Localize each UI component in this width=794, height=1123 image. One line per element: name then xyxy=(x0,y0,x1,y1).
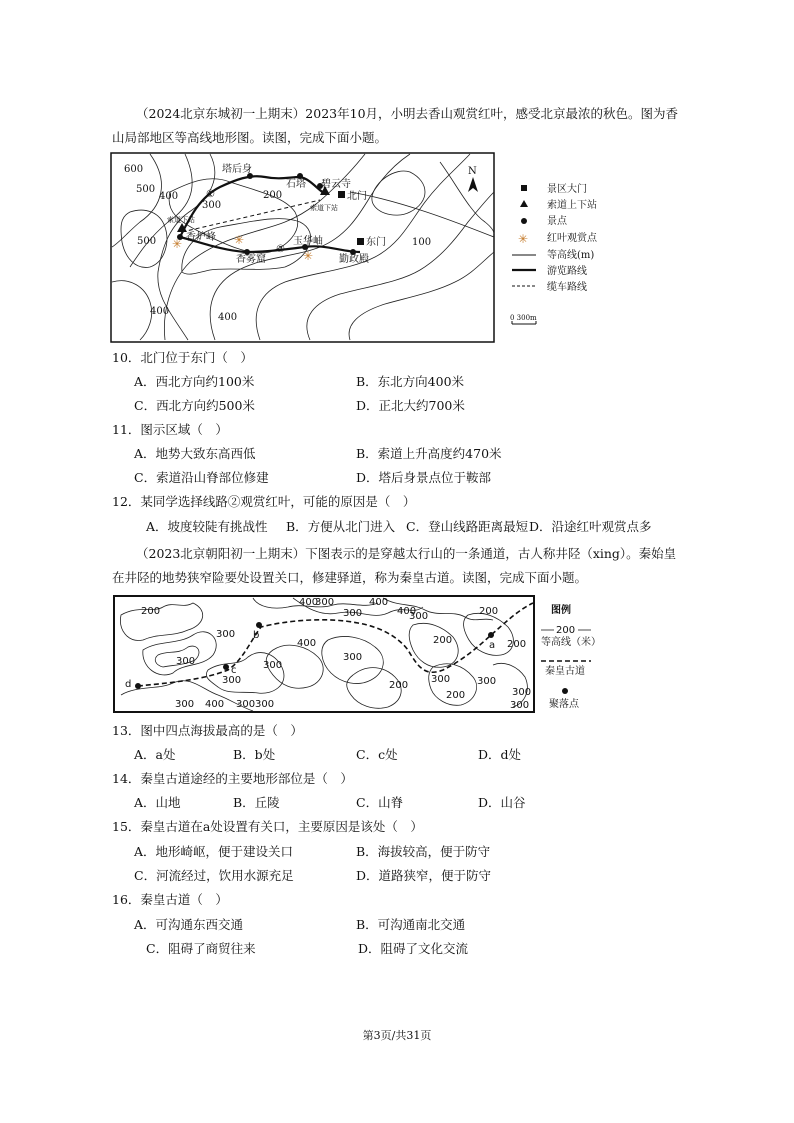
q14-option-c: C．山脊 xyxy=(356,795,404,810)
svg-text:②: ② xyxy=(276,244,285,255)
svg-text:300: 300 xyxy=(409,611,429,622)
q12-option-c: C．登山线路距离最短 xyxy=(406,519,529,534)
svg-text:200: 200 xyxy=(556,625,576,636)
svg-text:景区大门: 景区大门 xyxy=(547,184,587,195)
svg-text:景点: 景点 xyxy=(547,216,567,227)
svg-text:300: 300 xyxy=(175,699,195,710)
svg-text:N: N xyxy=(468,166,477,177)
map1-legend xyxy=(510,182,598,324)
svg-text:b: b xyxy=(253,630,260,641)
q16-option-a: A．可沟通东西交通 xyxy=(134,917,244,932)
svg-text:400: 400 xyxy=(150,306,170,317)
east-gate-symbol xyxy=(357,238,364,245)
svg-text:300: 300 xyxy=(222,675,242,686)
q11-option-b: B．索道上升高度约470米 xyxy=(356,446,502,461)
svg-text:400: 400 xyxy=(397,606,417,617)
q16-option-d: D．阻碍了文化交流 xyxy=(358,941,469,956)
svg-text:勤政殿: 勤政殿 xyxy=(339,254,369,265)
svg-text:400: 400 xyxy=(218,312,238,323)
svg-text:500: 500 xyxy=(137,236,157,247)
svg-text:300: 300 xyxy=(510,700,530,711)
svg-text:200: 200 xyxy=(389,680,409,691)
svg-text:索道上下站: 索道上下站 xyxy=(547,200,597,211)
svg-text:200: 200 xyxy=(263,190,283,201)
question-12-stem: 12．某同学选择线路②观赏红叶，可能的原因是（ ） xyxy=(112,494,416,509)
question-10-stem: 10．北门位于东门（ ） xyxy=(112,350,253,365)
page-footer: 第3页/共31页 xyxy=(362,1029,432,1042)
svg-text:300: 300 xyxy=(477,676,497,687)
svg-text:北门: 北门 xyxy=(347,191,367,202)
svg-text:缆车路线: 缆车路线 xyxy=(547,282,587,293)
svg-text:a: a xyxy=(489,640,496,651)
svg-text:400: 400 xyxy=(299,597,319,608)
svg-text:索道下站: 索道下站 xyxy=(310,204,338,212)
svg-text:600: 600 xyxy=(124,164,144,175)
svg-text:200: 200 xyxy=(141,606,161,617)
q15-option-d: D．道路狭窄，便于防守 xyxy=(356,868,492,883)
svg-text:200: 200 xyxy=(446,690,466,701)
svg-text:秦皇古道: 秦皇古道 xyxy=(545,666,585,677)
svg-text:香炉峰: 香炉峰 xyxy=(186,232,216,243)
svg-text:等高线(m): 等高线(m) xyxy=(547,250,595,261)
svg-text:✳: ✳ xyxy=(518,232,529,246)
svg-text:索道下站: 索道下站 xyxy=(167,216,195,224)
svg-text:200: 200 xyxy=(433,635,453,646)
svg-text:✳: ✳ xyxy=(303,249,314,263)
xiangshan-contour-map xyxy=(110,152,600,344)
map2-legend xyxy=(541,603,601,710)
question-14-stem: 14．秦皇古道途经的主要地形部位是（ ） xyxy=(112,771,353,786)
svg-text:东门: 东门 xyxy=(366,237,386,248)
svg-text:300: 300 xyxy=(343,652,363,663)
q16-option-c: C．阻碍了商贸往来 xyxy=(146,941,256,956)
q11-option-a: A．地势大致东高西低 xyxy=(134,446,256,461)
q15-option-a: A．地形崎岖，便于建设关口 xyxy=(134,844,294,859)
q12-option-b: B．方便从北门进入 xyxy=(286,519,396,534)
qinhuang-road-map xyxy=(113,595,601,715)
q13-option-a: A．a处 xyxy=(134,747,176,762)
q15-option-c: C．河流经过，饮用水源充足 xyxy=(134,868,294,883)
point-c xyxy=(223,664,229,670)
svg-text:100: 100 xyxy=(412,237,432,248)
q15-option-b: B．海拔较高，便于防守 xyxy=(356,844,491,859)
svg-text:300: 300 xyxy=(202,200,222,211)
q16-option-b: B．可沟通南北交通 xyxy=(356,917,466,932)
svg-text:300: 300 xyxy=(236,699,256,710)
point-b xyxy=(256,622,262,628)
svg-text:等高线（米）: 等高线（米） xyxy=(541,637,601,648)
svg-text:①: ① xyxy=(206,189,215,200)
svg-text:300: 300 xyxy=(255,699,275,710)
q12-option-d: D．沿途红叶观赏点多 xyxy=(529,519,652,534)
svg-text:400: 400 xyxy=(205,699,225,710)
question-11-stem: 11．图示区域（ ） xyxy=(112,422,228,437)
svg-text:香雾窟: 香雾窟 xyxy=(236,254,266,265)
svg-text:玉华岫: 玉华岫 xyxy=(293,236,323,247)
q10-option-d: D．正北大约700米 xyxy=(356,398,465,413)
point-a xyxy=(488,632,494,638)
svg-text:500: 500 xyxy=(136,184,156,195)
q11-option-c: C．索道沿山脊部位修建 xyxy=(134,470,269,485)
svg-text:石塔: 石塔 xyxy=(286,179,306,190)
svg-text:300: 300 xyxy=(263,660,283,671)
q10-option-b: B．东北方向400米 xyxy=(356,374,465,389)
intro-paragraph-2 xyxy=(112,542,687,590)
intro-text-2: （2023北京朝阳初一上期末）下图表示的是穿越太行山的一条通道，古人称井陉（xing）。秦始皇在井陉的地势狭窄险要处设置关口，修建驿道，称为秦皇古道。读图，完成下面小题。 xyxy=(112,546,677,585)
svg-text:图例: 图例 xyxy=(551,605,571,616)
q10-option-a: A．西北方向约100米 xyxy=(134,374,255,389)
svg-text:塔后身: 塔后身 xyxy=(222,164,252,175)
point-d xyxy=(135,683,141,689)
svg-text:300: 300 xyxy=(216,629,236,640)
svg-text:碧云寺: 碧云寺 xyxy=(321,179,351,190)
svg-text:✳: ✳ xyxy=(172,237,183,251)
question-15-stem: 15．秦皇古道在a处设置有关口，主要原因是该处（ ） xyxy=(112,819,423,834)
q13-option-b: B．b处 xyxy=(233,747,276,762)
svg-text:0 300m: 0 300m xyxy=(510,314,537,322)
q14-option-d: D．山谷 xyxy=(478,795,526,810)
svg-text:✳: ✳ xyxy=(234,233,245,247)
svg-text:200: 200 xyxy=(507,639,527,650)
svg-text:300: 300 xyxy=(512,687,532,698)
intro-text-1: （2024北京东城初一上期末）2023年10月，小明去香山观赏红叶，感受北京最浓的秋色。图为香山局部地区等高线地形图。读图，完成下面小题。 xyxy=(112,106,679,145)
q13-option-d: D．d处 xyxy=(478,747,522,762)
q14-option-a: A．山地 xyxy=(134,795,181,810)
svg-text:300: 300 xyxy=(176,656,196,667)
q14-option-b: B．丘陵 xyxy=(233,795,280,810)
svg-text:聚落点: 聚落点 xyxy=(549,699,579,710)
svg-text:200: 200 xyxy=(479,606,499,617)
svg-text:300: 300 xyxy=(315,597,335,608)
svg-text:游览路线: 游览路线 xyxy=(547,266,587,277)
svg-text:400: 400 xyxy=(297,638,317,649)
q13-option-c: C．c处 xyxy=(356,747,398,762)
question-13-stem: 13．图中四点海拔最高的是（ ） xyxy=(112,723,303,738)
svg-text:红叶观赏点: 红叶观赏点 xyxy=(547,233,597,244)
q12-option-a: A．坡度较陡有挑战性 xyxy=(146,519,268,534)
question-16-stem: 16．秦皇古道（ ） xyxy=(112,892,228,907)
svg-text:300: 300 xyxy=(343,608,363,619)
svg-text:c: c xyxy=(231,665,237,676)
svg-text:400: 400 xyxy=(369,597,389,608)
north-gate-symbol xyxy=(338,191,345,198)
intro-paragraph-1 xyxy=(112,102,687,150)
q10-option-c: C．西北方向约500米 xyxy=(134,398,255,413)
svg-text:d: d xyxy=(125,679,132,690)
svg-text:300: 300 xyxy=(431,674,451,685)
q11-option-d: D．塔后身景点位于鞍部 xyxy=(356,470,492,485)
svg-text:400: 400 xyxy=(159,191,179,202)
